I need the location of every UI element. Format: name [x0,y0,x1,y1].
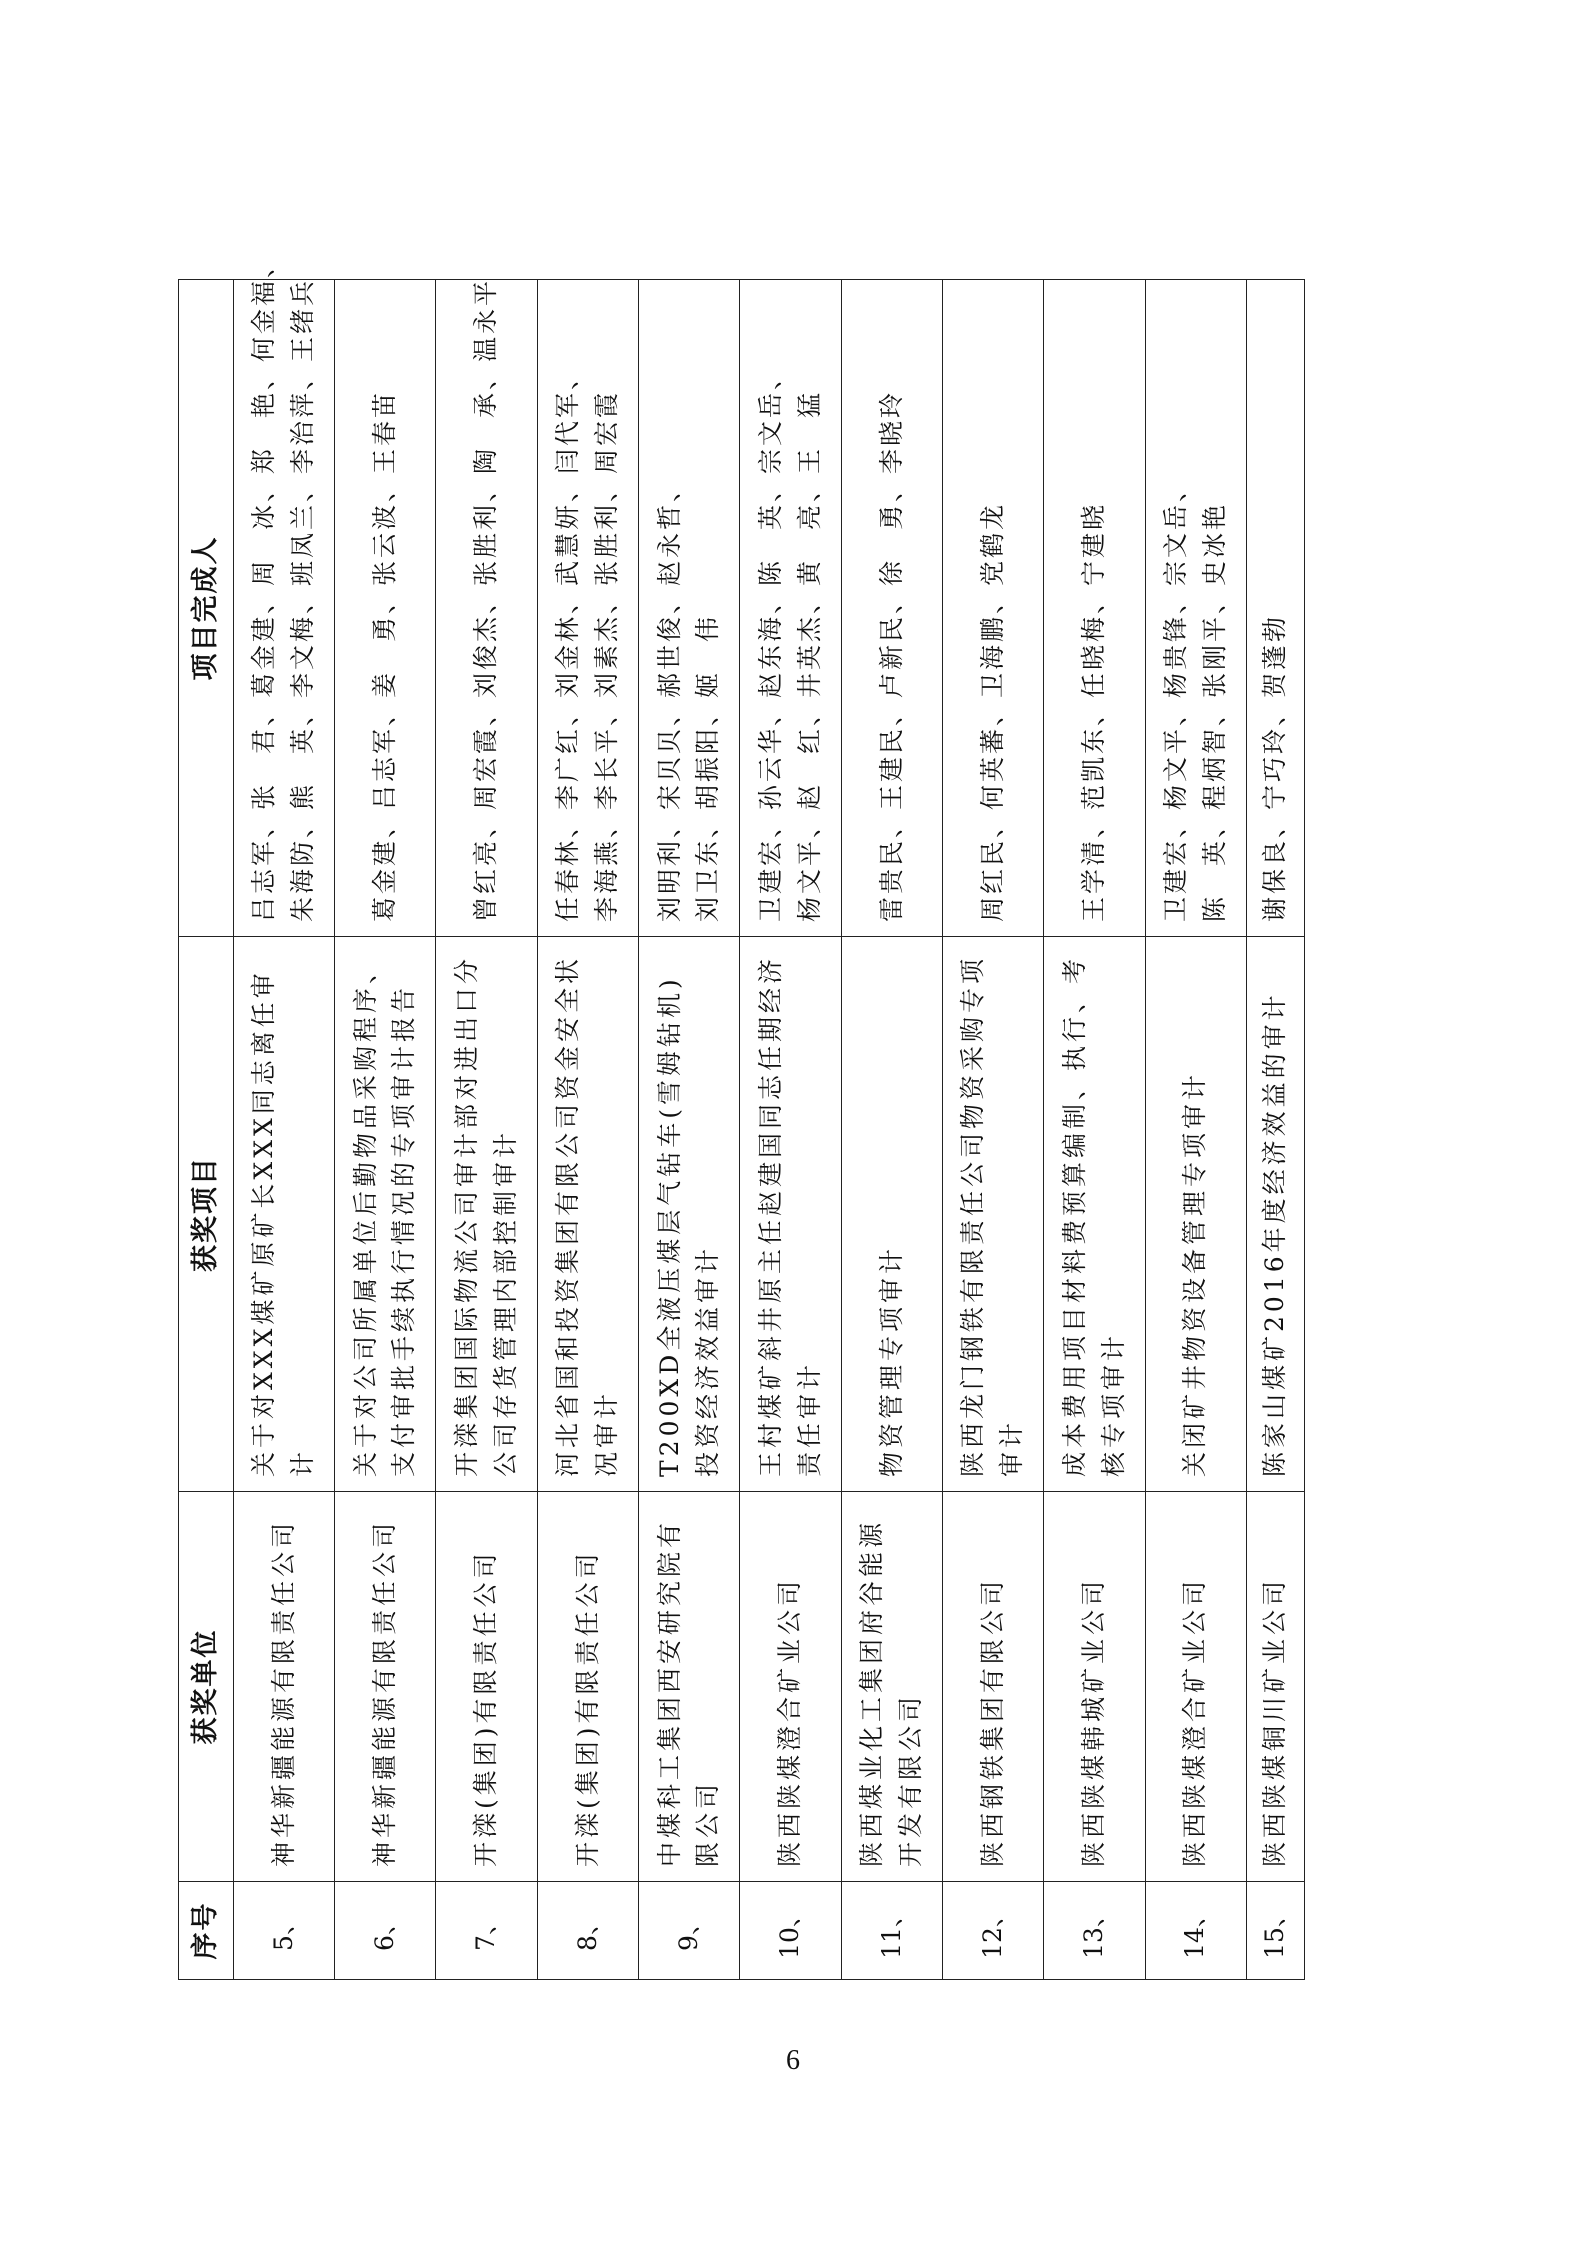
table-body [233,249,1304,1980]
row-people [1246,280,1304,937]
people-line: 雷贵民、王建民、卢新民、徐 勇、李晓玲 [876,389,906,922]
people-line: 卫建宏、杨文平、杨贵锋、宗文岳、 [1161,473,1191,922]
row-index: 6、 [335,1882,436,1980]
table-row [233,280,334,1980]
people-line: 任春林、李广红、刘金林、武慧妍、闫代军、 [553,361,583,922]
row-people [1044,280,1145,937]
people-line: 李海燕、李长平、刘素杰、张胜利、周宏霞 [591,389,621,922]
table-row [639,280,740,1980]
header-people: 项目完成人 [179,280,234,937]
page-number: 6 [786,2045,800,2076]
rotated-table-frame [178,249,1305,1980]
row-index: 8、 [537,1882,638,1980]
table-row [1044,280,1145,1980]
people-line: 吕志军、张 君、葛金建、周 冰、郑 艳、何金福、 [249,249,279,922]
row-index: 12、 [943,1882,1044,1980]
row-people [1145,280,1246,937]
row-unit: 陕西煤业化工集团府谷能源开发有限公司 [841,1492,942,1882]
row-index: 15、 [1246,1882,1304,1980]
row-people [639,280,740,937]
row-people [233,249,334,937]
table-row [943,280,1044,1980]
row-index: 13、 [1044,1882,1145,1980]
row-project: 河北省国和投资集团有限公司资金安全状况审计 [537,937,638,1492]
row-project: 成本费用项目材料费预算编制、执行、考核专项审计 [1044,937,1145,1492]
row-project: 关于对XXX煤矿原矿长XXX同志离任审计 [233,937,334,1492]
row-index: 5、 [233,1882,334,1980]
people-line: 周红民、何英蕃、卫海鹏、党鹤龙 [977,501,1007,922]
row-people [537,280,638,937]
row-people [943,280,1044,937]
row-project: 陕西龙门钢铁有限责任公司物资采购专项审计 [943,937,1044,1492]
table-header-row [179,280,234,1980]
table-row [537,280,638,1980]
row-unit: 神华新疆能源有限责任公司 [335,1492,436,1882]
row-unit: 神华新疆能源有限责任公司 [233,1492,334,1882]
table-row [841,280,942,1980]
people-line: 葛金建、吕志军、姜 勇、张云波、王春苗 [369,389,399,922]
rotated-table-wrapper [178,249,1305,1980]
row-project: T200XD全液压煤层气钻车(雪姆钻机)投资经济效益审计 [639,937,740,1492]
row-index: 14、 [1145,1882,1246,1980]
row-project: 王村煤矿斜井原主任赵建国同志任期经济责任审计 [740,937,841,1492]
row-project: 关闭矿井物资设备管理专项审计 [1145,937,1246,1492]
row-unit: 陕西陕煤铜川矿业公司 [1246,1492,1304,1882]
row-people [841,280,942,937]
row-project: 陈家山煤矿2016年度经济效益的审计 [1246,937,1304,1492]
people-line: 刘明利、宋贝贝、郝世俊、赵永哲、 [654,473,684,922]
row-project: 物资管理专项审计 [841,937,942,1492]
people-line: 杨文平、赵 红、井英杰、黄 亮、王 猛 [794,389,824,922]
people-line: 曾红亮、周宏霞、刘俊杰、张胜利、陶 承、温永平 [471,277,501,922]
row-people [740,280,841,937]
row-unit: 开滦(集团)有限责任公司 [537,1492,638,1882]
header-project: 获奖项目 [179,937,234,1492]
people-line: 陈 英、程炳智、张刚平、史冰艳 [1199,501,1229,922]
row-index: 11、 [841,1882,942,1980]
row-people [436,277,537,937]
row-index: 10、 [740,1882,841,1980]
header-index: 序号 [179,1882,234,1980]
people-line: 谢保良、宁巧玲、贺蓬勃 [1260,613,1290,922]
people-line: 刘卫东、胡振阳、姬 伟 [693,613,723,922]
row-unit: 开滦(集团)有限责任公司 [436,1492,537,1882]
award-table [178,249,1305,1980]
row-people [335,280,436,937]
row-project: 关于对公司所属单位后勤物品采购程序、支付审批手续执行情况的专项审计报告 [335,937,436,1492]
table-row [335,280,436,1980]
header-unit: 获奖单位 [179,1492,234,1882]
people-line: 王学清、范凯东、任晓梅、宁建晓 [1079,501,1109,922]
row-unit: 中煤科工集团西安研究院有限公司 [639,1492,740,1882]
row-unit: 陕西陕煤韩城矿业公司 [1044,1492,1145,1882]
table-row [1145,280,1246,1980]
people-line: 卫建宏、孙云华、赵东海、陈 英、宗文岳、 [755,361,785,922]
table-row [1246,280,1304,1980]
row-index: 7、 [436,1882,537,1980]
table-row [740,280,841,1980]
table-row [436,280,537,1980]
row-unit: 陕西钢铁集团有限公司 [943,1492,1044,1882]
row-index: 9、 [639,1882,740,1980]
row-unit: 陕西陕煤澄合矿业公司 [740,1492,841,1882]
row-unit: 陕西陕煤澄合矿业公司 [1145,1492,1246,1882]
row-project: 开滦集团国际物流公司审计部对进出口分公司存货管理内部控制审计 [436,937,537,1492]
people-line: 朱海防、熊 英、李文梅、班凤兰、李治萍、王绪兵 [288,277,317,922]
